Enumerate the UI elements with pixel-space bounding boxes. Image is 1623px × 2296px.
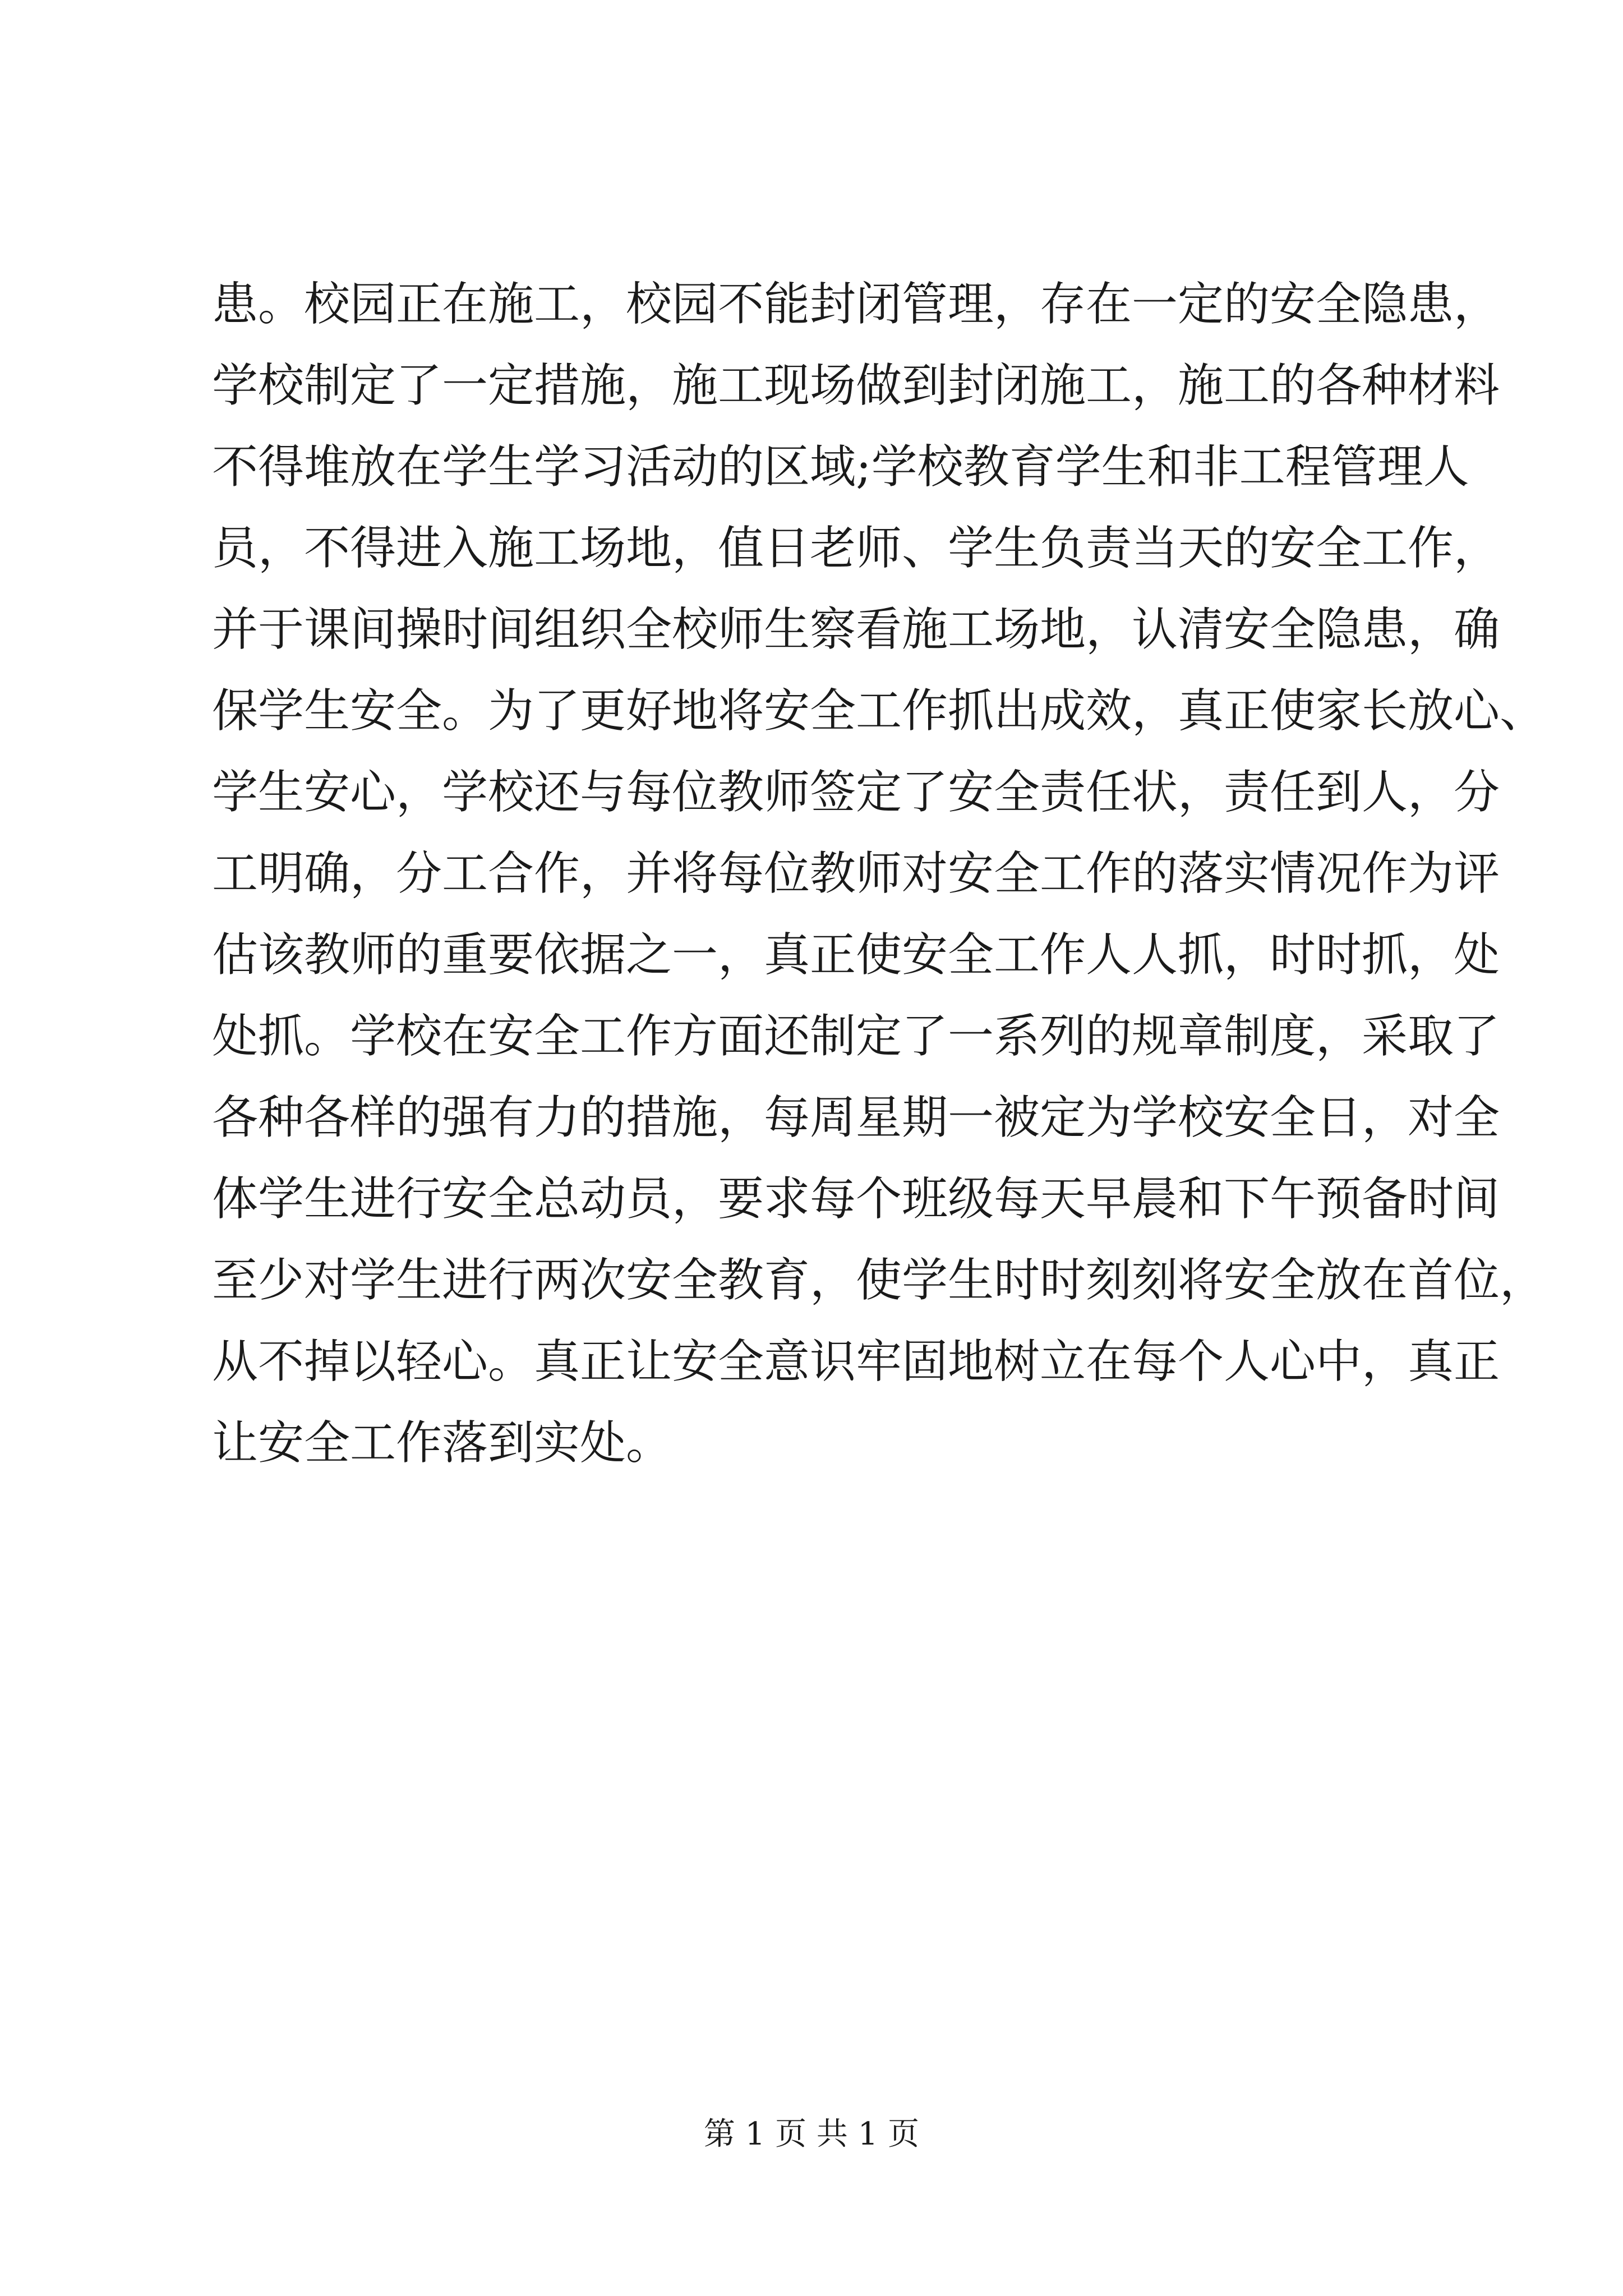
body-paragraph xyxy=(212,264,1546,1484)
text-line: 学校制定了一定措施，施工现场做到封闭施工，施工的各种材料 xyxy=(212,359,1500,412)
text-line: 至少对学生进行两次安全教育，使学生时时刻刻将安全放在首位， xyxy=(212,1254,1546,1307)
text-line: 处抓。学校在安全工作方面还制定了一系列的规章制度，采取了 xyxy=(212,1010,1500,1063)
text-line: 保学生安全。为了更好地将安全工作抓出成效，真正使家长放心、 xyxy=(212,684,1546,738)
text-line: 体学生进行安全总动员，要求每个班级每天早晨和下午预备时间 xyxy=(212,1172,1500,1226)
text-line: 从不掉以轻心。真正让安全意识牢固地树立在每个人心中，真正 xyxy=(212,1335,1500,1388)
text-line: 员，不得进入施工场地，值日老师、学生负责当天的安全工作， xyxy=(212,522,1500,575)
text-line: 并于课间操时间组织全校师生察看施工场地，认清安全隐患，确 xyxy=(212,603,1500,656)
text-line: 让安全工作落到实处。 xyxy=(212,1416,672,1470)
text-line: 估该教师的重要依据之一，真正使安全工作人人抓，时时抓，处 xyxy=(212,928,1500,982)
text-line: 不得堆放在学生学习活动的区域;学校教育学生和非工程管理人 xyxy=(212,440,1469,494)
text-line: 各种各样的强有力的措施，每周星期一被定为学校安全日，对全 xyxy=(212,1091,1500,1144)
text-line: 工明确，分工合作，并将每位教师对安全工作的落实情况作为评 xyxy=(212,847,1500,900)
page-number-label: 第 1 页 共 1 页 xyxy=(703,2116,920,2152)
text-line: 患。校园正在施工，校园不能封闭管理，存在一定的安全隐患， xyxy=(212,278,1500,331)
text-line: 学生安心，学校还与每位教师签定了安全责任状，责任到人，分 xyxy=(212,766,1500,819)
page-footer xyxy=(0,2109,1623,2154)
